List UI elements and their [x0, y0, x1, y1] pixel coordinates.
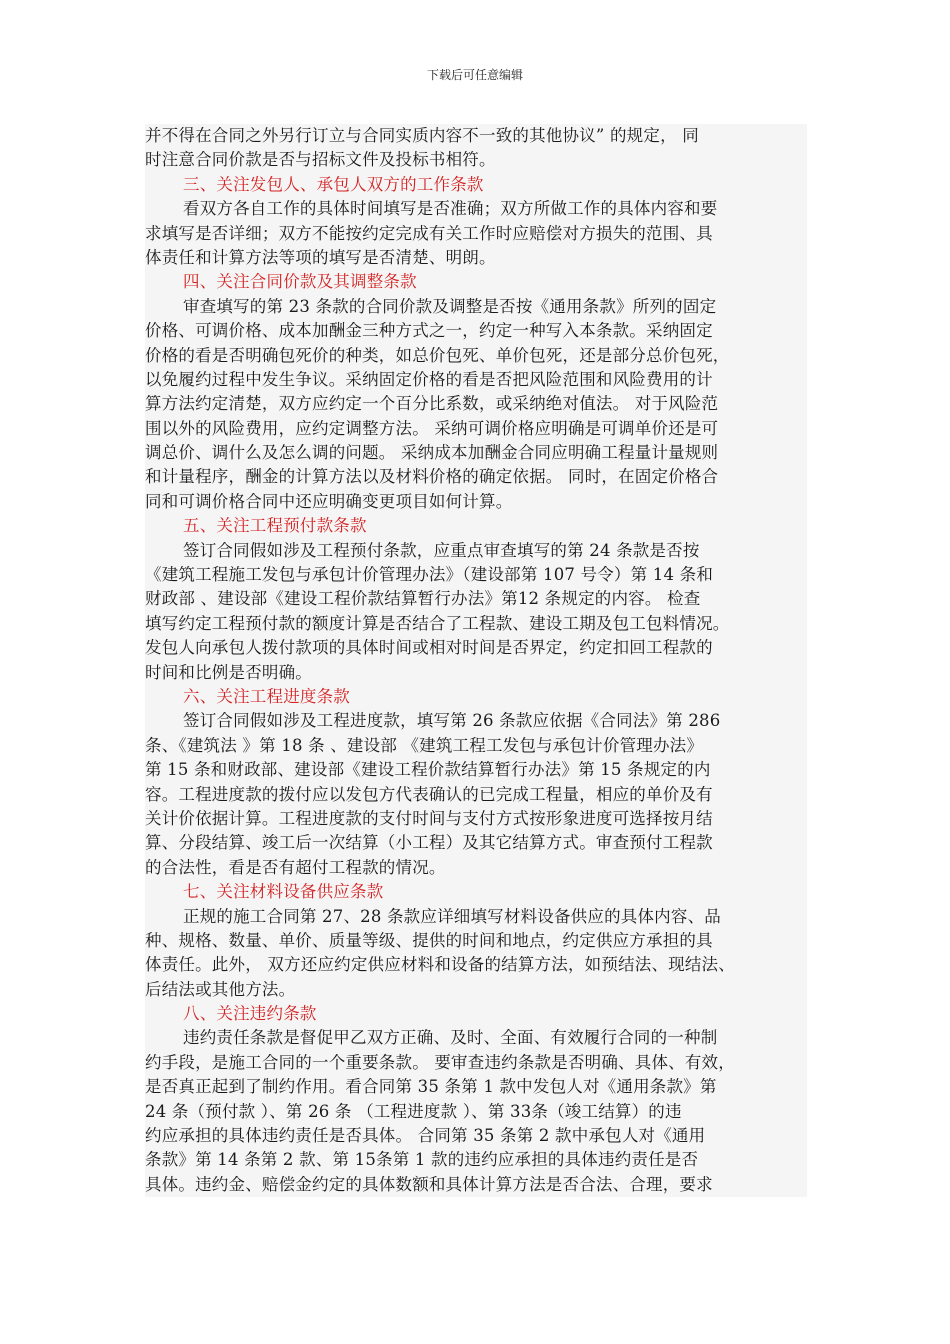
text-line: 同和可调价格合同中还应明确变更项目如何计算。 [145, 491, 513, 511]
text-line: 约手段，是施工合同的一个重要条款。 要审查违约条款是否明确、具体、有效， [145, 1052, 735, 1072]
text-line: 看双方各自工作的具体时间填写是否准确；双方所做工作的具体内容和要 [183, 199, 718, 219]
text-line: 正规的施工合同第 27、28 条款应详细填写材料设备供应的具体内容、品 [183, 906, 721, 926]
text-line: 并不得在合同之外另行订立与合同实质内容不一致的其他协议” 的规定， 同 [145, 126, 699, 145]
text-line: 约应承担的具体违约责任是否具体。 合同第 35 条第 2 款中承包人对《通用 [145, 1126, 706, 1146]
text-line: 签订合同假如涉及工程进度款，填写第 26 条款应依据《合同法》第 286 [183, 711, 721, 731]
text-line: 24 条（预付款 ）、第 26 条 （工程进度款 ）、第 33条（竣工结算）的违 [145, 1101, 682, 1121]
text-line: 审查填写的第 23 条款的合同价款及调整是否按《通用条款》所列的固定 [183, 296, 717, 316]
text-line: 和计量程序，酬金的计算方法以及材料价格的确定依据。 同时，在固定价格合 [145, 467, 719, 487]
text-line: 签订合同假如涉及工程预付条款，应重点审查填写的第 24 条款是否按 [183, 540, 700, 560]
text-line: 条、《建筑法 》第 18 条 、建设部 《建筑工程工发包与承包计价管理办法》 [145, 735, 704, 755]
text-line: 价格、可调价格、成本加酬金三种方式之一，约定一种写入本条款。采纳固定 [145, 321, 713, 341]
text-line: 算、分段结算、竣工后一次结算（小工程）及其它结算方式。审查预付工程款 [145, 833, 713, 853]
text-line: 发包人向承包人拨付款项的具体时间或相对时间是否界定，约定扣回工程款的 [145, 638, 713, 658]
text-line: 时间和比例是否明确。 [145, 662, 312, 682]
text-line: 以免履约过程中发生争议。采纳固定价格的看是否把风险范围和风险费用的计 [145, 369, 713, 389]
text-line: 求填写是否详细；双方不能按约定完成有关工作时应赔偿对方损失的范围、具 [145, 223, 713, 243]
section-heading: 四、关注合同价款及其调整条款 [183, 272, 417, 292]
text-line: 后结法或其他方法。 [145, 979, 296, 999]
text-line: 第 15 条和财政部、建设部《建设工程价款结算暂行办法》第 15 条规定的内 [145, 760, 711, 780]
text-line: 财政部 、建设部《建设工程价款结算暂行办法》第12 条规定的内容。 检查 [145, 589, 701, 609]
text-line: 条款》第 14 条第 2 款、第 15条第 1 款的违约应承担的具体违约责任是否 [145, 1150, 699, 1170]
page-header: 下载后可任意编辑 [426, 68, 523, 82]
section-heading: 七、关注材料设备供应条款 [183, 882, 384, 902]
text-line: 调总价、调什么及怎么调的问题。 采纳成本加酬金合同应明确工程量计量规则 [145, 443, 719, 463]
text-line: 体责任和计算方法等项的填写是否清楚、明朗。 [145, 247, 496, 267]
text-line: 填写约定工程预付款的额度计算是否结合了工程款、建设工期及包工包料情况。 [145, 613, 730, 633]
text-line: 价格的看是否明确包死价的种类，如总价包死、单价包死，还是部分总价包死， [145, 345, 730, 365]
document-body [145, 124, 807, 1197]
section-heading: 六、关注工程进度条款 [183, 686, 350, 706]
text-line: 是否真正起到了制约作用。看合同第 35 条第 1 款中发包人对《通用条款》第 [145, 1077, 717, 1097]
section-heading: 八、关注违约条款 [183, 1004, 317, 1024]
text-line: 具体。违约金、赔偿金约定的具体数额和具体计算方法是否合法、合理，要求 [145, 1174, 713, 1194]
text-line: 围以外的风险费用，应约定调整方法。 采纳可调价格应明确是可调单价还是可 [145, 418, 719, 438]
text-line: 关计价依据计算。工程进度款的支付时间与支付方式按形象进度可选择按月结 [145, 808, 713, 828]
section-heading: 三、关注发包人、承包人双方的工作条款 [183, 174, 484, 194]
text-line: 体责任。此外， 双方还应约定供应材料和设备的结算方法，如预结法、现结法、 [145, 955, 735, 975]
text-line: 容。工程进度款的拨付应以发包方代表确认的已完成工程量，相应的单价及有 [145, 784, 713, 804]
text-line: 违约责任条款是督促甲乙双方正确、及时、全面、有效履行合同的一种制 [183, 1028, 718, 1048]
text-line: 《建筑工程施工发包与承包计价管理办法》（建设部第 107 号令）第 14 条和 [145, 565, 714, 585]
text-line: 种、规格、数量、单价、质量等级、提供的时间和地点，约定供应方承担的具 [145, 930, 713, 950]
section-heading: 五、关注工程预付款条款 [183, 516, 367, 536]
text-line: 的合法性，看是否有超付工程款的情况。 [145, 857, 446, 877]
text-line: 时注意合同价款是否与招标文件及投标书相符。 [145, 150, 496, 170]
text-line: 算方法约定清楚，双方应约定一个百分比系数，或采纳绝对值法。 对于风险范 [145, 394, 719, 414]
